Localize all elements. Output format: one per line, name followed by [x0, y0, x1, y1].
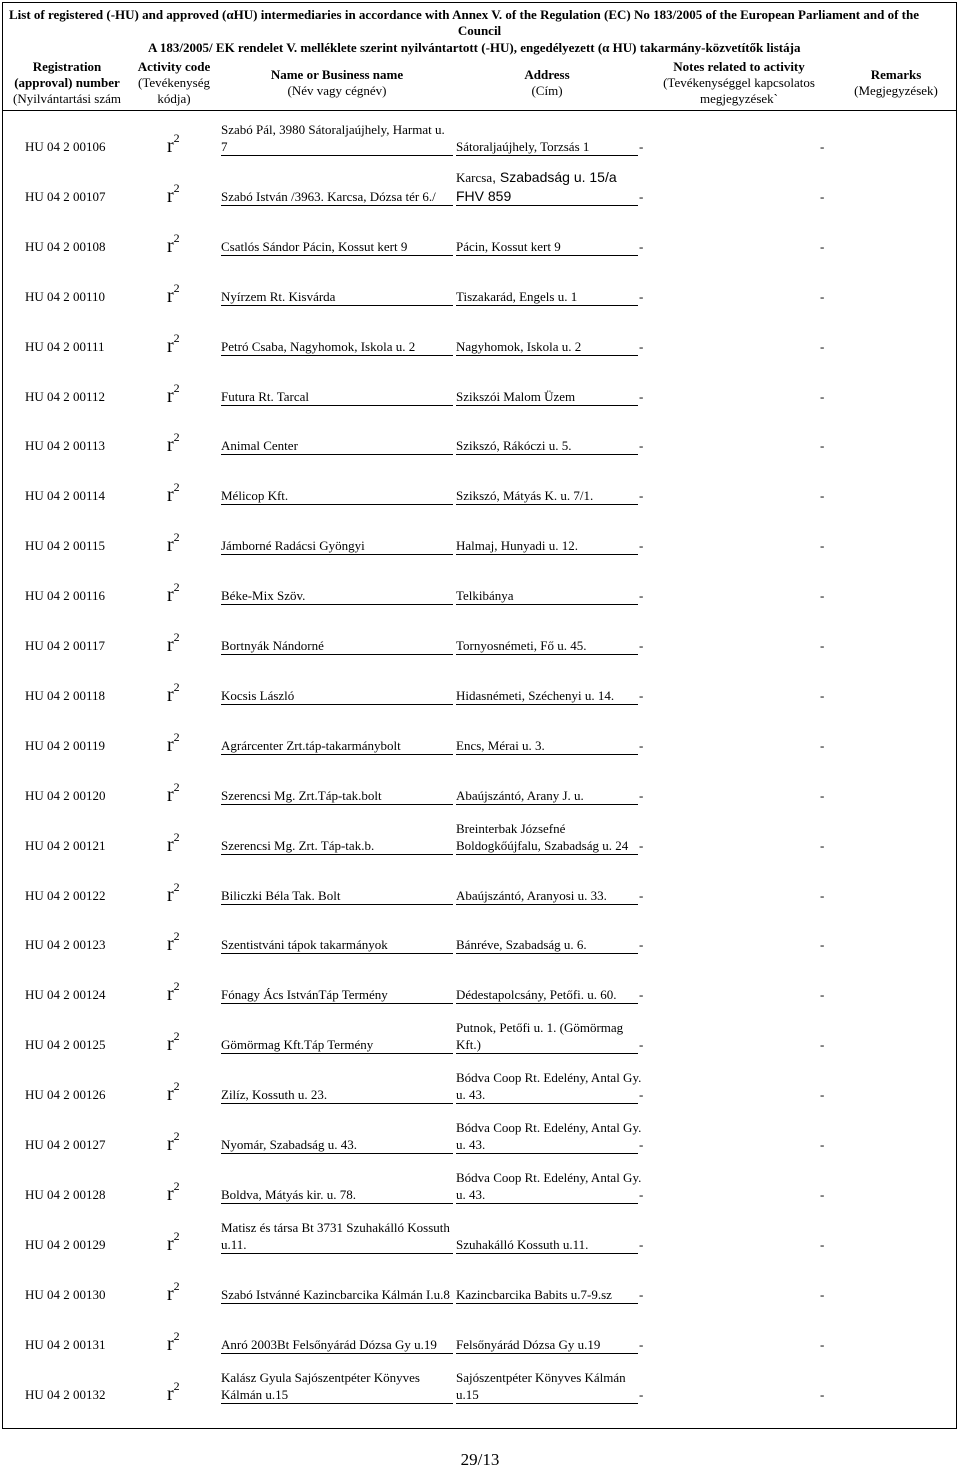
activity-notes: -	[639, 438, 644, 454]
registration-number: HU 04 2 00132	[25, 1386, 106, 1402]
document-page	[2, 2, 957, 1429]
business-name: Szabó Pál, 3980 Sátoraljaújhely, Harmat u. 7	[221, 122, 445, 154]
registration-number: HU 04 2 00129	[25, 1236, 106, 1252]
column-header-name: Name or Business name (Név vagy cégnév)	[270, 67, 404, 98]
registration-number: HU 04 2 00122	[25, 887, 106, 903]
cell-underline	[221, 355, 453, 356]
column-header-registration: Registration (approval) number (Nyilvántartási szám	[13, 59, 121, 106]
activity-code: $r^2$	[167, 879, 180, 906]
remarks: -	[820, 1336, 825, 1352]
address: Encs, Mérai u. 3.	[456, 737, 545, 753]
activity-notes: -	[639, 1087, 644, 1103]
activity-code: $r^2$	[167, 131, 180, 157]
business-name: Matisz és társa Bt 3731 Szuhakálló Kossuth u.11.	[221, 1219, 450, 1252]
business-name: Fónagy Ács IstvánTáp Termény	[221, 987, 388, 1003]
activity-notes: -	[639, 238, 644, 254]
remarks: -	[820, 388, 825, 404]
activity-code: $r^2$	[167, 1228, 180, 1255]
registration-number: HU 04 2 00107	[25, 188, 106, 204]
cell-underline	[456, 1303, 638, 1304]
address: Tornyosnémeti, Fő u. 45.	[456, 638, 587, 653]
business-name: Szerencsi Mg. Zrt.Táp-tak.bolt	[221, 787, 382, 803]
activity-notes: -	[639, 687, 644, 703]
table-row	[3, 905, 956, 955]
table-row	[3, 107, 956, 157]
address: Pácin, Kossut kert 9	[456, 238, 561, 254]
address: Szikszói Malom Üzem	[456, 388, 576, 404]
registration-number: HU 04 2 00110	[25, 288, 106, 304]
activity-notes: -	[639, 937, 644, 953]
activity-notes: -	[639, 737, 644, 753]
activity-notes: -	[639, 887, 644, 903]
business-name: Petró Csaba, Nagyhomok, Iskola u. 2	[221, 338, 416, 354]
remarks: -	[820, 987, 825, 1003]
activity-code: $r^2$	[167, 480, 180, 507]
table-row	[3, 1005, 956, 1055]
cell-underline	[221, 405, 453, 406]
cell-underline	[456, 1153, 638, 1154]
registration-number: HU 04 2 00111	[25, 338, 105, 354]
remarks: -	[820, 1236, 825, 1252]
address: Bódva Coop Rt. Edelény, Antal Gy. u. 43.	[456, 1070, 642, 1103]
cell-underline	[456, 904, 638, 905]
activity-notes: -	[639, 188, 644, 204]
address: Felsőnyárád Dózsa Gy u.19	[456, 1336, 601, 1352]
registration-number: HU 04 2 00119	[25, 737, 106, 753]
address: Szuhakálló Kossuth u.11.	[456, 1236, 589, 1252]
registration-number: HU 04 2 00115	[25, 538, 106, 554]
cell-underline	[456, 1353, 638, 1354]
activity-notes: -	[639, 588, 644, 604]
registration-number: HU 04 2 00121	[25, 837, 106, 853]
activity-code: $r^2$	[167, 979, 180, 1006]
cell-underline	[221, 904, 453, 905]
cell-underline	[221, 454, 453, 455]
activity-code: $r^2$	[167, 1079, 180, 1106]
activity-notes: -	[639, 1336, 644, 1352]
remarks: -	[820, 1037, 825, 1053]
column-header-notes: Notes related to activity (Tevékenységgel kapcsolatos megjegyzések`	[663, 59, 815, 106]
cell-underline	[221, 205, 453, 206]
table-row	[3, 606, 956, 656]
activity-notes: -	[639, 987, 644, 1003]
table-row	[3, 1105, 956, 1155]
activity-code: $r^2$	[167, 630, 180, 656]
cell-underline	[221, 704, 453, 705]
cell-underline	[221, 1253, 453, 1254]
business-name: Bortnyák Nándorné	[221, 638, 324, 653]
cell-underline	[221, 305, 453, 306]
business-name: Mélicop Kft.	[221, 488, 289, 504]
table-row	[3, 157, 956, 207]
address: Abaújszántó, Aranyosi u. 33.	[456, 887, 607, 903]
address: Szikszó, Mátyás K. u. 7/1.	[456, 488, 594, 504]
cell-underline	[456, 355, 638, 356]
registration-number: HU 04 2 00117	[25, 638, 106, 653]
remarks: -	[820, 338, 825, 354]
activity-notes: -	[639, 139, 644, 154]
cell-underline	[221, 1003, 453, 1004]
address: Telkibánya	[456, 588, 514, 604]
remarks: -	[820, 1137, 825, 1152]
table-row	[3, 1205, 956, 1255]
cell-underline	[456, 155, 638, 156]
cell-underline	[221, 754, 453, 755]
address: Hidasnémeti, Széchenyi u. 14.	[456, 687, 615, 703]
business-name: Nyomár, Szabadság u. 43.	[221, 1137, 357, 1152]
business-name: Szerencsi Mg. Zrt. Táp-tak.b.	[221, 837, 375, 853]
business-name: Gömörmag Kft.Táp Termény	[221, 1037, 374, 1053]
remarks: -	[820, 488, 825, 504]
remarks: -	[820, 1286, 825, 1302]
activity-code: $r^2$	[167, 430, 180, 457]
cell-underline	[456, 754, 638, 755]
activity-code: $r^2$	[167, 1178, 180, 1205]
table-row	[3, 1055, 956, 1105]
cell-underline	[221, 604, 453, 605]
activity-notes: -	[639, 787, 644, 803]
remarks: -	[820, 737, 825, 753]
cell-underline	[456, 604, 638, 605]
registration-number: HU 04 2 00124	[25, 987, 106, 1003]
cell-underline	[221, 554, 453, 555]
registration-number: HU 04 2 00131	[25, 1336, 106, 1352]
cell-underline	[221, 1203, 453, 1204]
table-row	[3, 955, 956, 1005]
business-name: Futura Rt. Tarcal	[221, 388, 310, 404]
business-name: Kocsis László	[221, 687, 295, 703]
table-row	[3, 656, 956, 706]
address: Bánréve, Szabadság u. 6.	[456, 937, 587, 953]
activity-code: $r^2$	[167, 829, 180, 856]
activity-code: $r^2$	[167, 679, 180, 706]
remarks: -	[820, 937, 825, 953]
activity-notes: -	[639, 1137, 644, 1152]
business-name: Boldva, Mátyás kir. u. 78.	[221, 1186, 357, 1202]
remarks: -	[820, 288, 825, 304]
cell-underline	[221, 1153, 453, 1154]
activity-code: $r^2$	[167, 380, 180, 407]
activity-notes: -	[639, 338, 644, 354]
column-header-remarks: Remarks (Megjegyzések)	[854, 67, 938, 98]
business-name: Animal Center	[221, 438, 298, 454]
activity-code: $r^2$	[167, 779, 180, 806]
remarks: -	[820, 837, 825, 853]
business-name: Nyírzem Rt. Kisvárda	[221, 288, 336, 304]
business-name: Csatlós Sándor Pácin, Kossut kert 9	[221, 238, 408, 254]
address: Kazincbarcika Babits u.7-9.sz	[456, 1286, 612, 1302]
address: Bódva Coop Rt. Edelény, Antal Gy. u. 43.	[456, 1169, 642, 1202]
cell-underline	[456, 704, 638, 705]
activity-notes: -	[639, 1286, 644, 1302]
business-name: Zilíz, Kossuth u. 23.	[221, 1087, 328, 1103]
remarks: -	[820, 438, 825, 454]
table-row	[3, 706, 956, 756]
registration-number: HU 04 2 00112	[25, 388, 106, 404]
activity-code: $r^2$	[167, 330, 180, 357]
cell-underline	[221, 1353, 453, 1354]
activity-code: $r^2$	[167, 1328, 180, 1355]
cell-underline	[456, 1003, 638, 1004]
registration-number: HU 04 2 00108	[25, 238, 106, 254]
registration-number: HU 04 2 00125	[25, 1037, 106, 1053]
title-english: List of registered (-HU) and approved (αHU) intermediaries in accordance with Annex V. of the Regulation (EC) No 183/2005 of the European Parliament and of the	[9, 7, 919, 22]
table-row	[3, 756, 956, 806]
cell-underline	[221, 504, 453, 505]
cell-underline	[456, 804, 638, 805]
address: Dédestapolcsány, Petőfi. u. 60.	[456, 987, 617, 1003]
activity-code: $r^2$	[167, 230, 180, 257]
remarks: -	[820, 238, 825, 254]
remarks: -	[820, 887, 825, 903]
activity-code: $r^2$	[167, 929, 180, 956]
address: Nagyhomok, Iskola u. 2	[456, 338, 582, 354]
cell-underline	[456, 205, 638, 206]
address: Karcsa, Szabadság u. 15/a FHV 859	[456, 168, 617, 204]
column-header-address: Address (Cím)	[524, 67, 570, 98]
business-name: Kalász Gyula Sajószentpéter Könyves Kálmán u.15	[221, 1369, 420, 1402]
registration-number: HU 04 2 00130	[25, 1286, 106, 1302]
table-row	[3, 307, 956, 357]
cell-underline	[456, 255, 638, 256]
cell-underline	[221, 854, 453, 855]
table-row	[3, 207, 956, 257]
page-number: 29/13	[460, 1450, 500, 1469]
business-name: Szabó Istvánné Kazincbarcika Kálmán I.u.8	[221, 1286, 450, 1302]
table-row	[3, 456, 956, 506]
address: Tiszakarád, Engels u. 1	[456, 288, 578, 304]
cell-underline	[221, 1303, 453, 1304]
business-name: Szabó István /3963. Karcsa, Dózsa tér 6./	[221, 188, 436, 204]
cell-underline	[456, 1103, 638, 1104]
activity-notes: -	[639, 1186, 644, 1202]
cell-underline	[456, 504, 638, 505]
activity-code: $r^2$	[167, 1029, 180, 1056]
address: Sátoraljaújhely, Torzsás 1	[456, 139, 590, 154]
registration-number: HU 04 2 00106	[25, 139, 106, 154]
table-row	[3, 257, 956, 307]
cell-underline	[456, 305, 638, 306]
cell-underline	[221, 255, 453, 256]
title-hungarian: A 183/2005/ EK rendelet V. melléklete szerint nyilvántartott (-HU), engedélyezett (α HU) takarmány-közvetítők listája	[148, 40, 801, 55]
registration-number: HU 04 2 00114	[25, 488, 106, 504]
table-row	[3, 1155, 956, 1205]
cell-underline	[221, 654, 453, 655]
table-row	[3, 406, 956, 456]
activity-code: $r^2$	[167, 580, 180, 607]
registration-number: HU 04 2 00127	[25, 1137, 106, 1152]
table-row	[3, 856, 956, 906]
remarks: -	[820, 687, 825, 703]
activity-notes: -	[639, 837, 644, 853]
address: Halmaj, Hunyadi u. 12.	[456, 538, 579, 554]
cell-underline	[456, 654, 638, 655]
cell-underline	[456, 1053, 638, 1054]
cell-underline	[456, 953, 638, 954]
cell-underline	[221, 1103, 453, 1104]
activity-notes: -	[639, 288, 644, 304]
address: Abaújszántó, Arany J. u.	[456, 787, 584, 803]
activity-code: $r^2$	[167, 729, 180, 756]
activity-code: $r^2$	[167, 530, 180, 557]
address: Sajószentpéter Könyves Kálmán u.15	[456, 1369, 626, 1402]
cell-underline	[221, 155, 453, 156]
table-row	[3, 806, 956, 856]
registration-number: HU 04 2 00118	[25, 687, 106, 703]
remarks: -	[820, 538, 825, 554]
business-name: Szentistváni tápok takarmányok	[221, 937, 388, 953]
cell-underline	[221, 1403, 453, 1404]
activity-code: $r^2$	[167, 280, 180, 307]
table-row	[3, 506, 956, 556]
activity-code: $r^2$	[167, 1278, 180, 1305]
cell-underline	[456, 1403, 638, 1404]
registration-number: HU 04 2 00128	[25, 1186, 106, 1202]
cell-underline	[456, 854, 638, 855]
cell-underline	[221, 1053, 453, 1054]
cell-underline	[456, 405, 638, 406]
cell-underline	[221, 804, 453, 805]
activity-notes: -	[639, 1386, 644, 1402]
remarks: -	[820, 787, 825, 803]
activity-notes: -	[639, 1236, 644, 1252]
remarks: -	[820, 1087, 825, 1103]
registration-number: HU 04 2 00123	[25, 937, 106, 953]
activity-code: $r^2$	[167, 180, 180, 207]
address: Szikszó, Rákóczi u. 5.	[456, 438, 572, 454]
table-row	[3, 1305, 956, 1355]
cell-underline	[456, 454, 638, 455]
activity-notes: -	[639, 538, 644, 554]
business-name: Biliczki Béla Tak. Bolt	[221, 887, 341, 903]
cell-underline	[456, 1203, 638, 1204]
business-name: Anró 2003Bt Felsőnyárád Dózsa Gy u.19	[221, 1336, 437, 1352]
remarks: -	[820, 1386, 825, 1402]
business-name: Jámborné Radácsi Gyöngyi	[221, 538, 365, 554]
table-row	[3, 556, 956, 606]
address: Putnok, Petőfi u. 1. (Gömörmag Kft.)	[456, 1020, 624, 1053]
cell-underline	[456, 1253, 638, 1254]
activity-notes: -	[639, 638, 644, 653]
registration-number: HU 04 2 00126	[25, 1087, 106, 1103]
table-row	[3, 1255, 956, 1305]
activity-code: $r^2$	[167, 1378, 180, 1405]
remarks: -	[820, 638, 825, 653]
registration-number: HU 04 2 00120	[25, 787, 106, 803]
table-row	[3, 357, 956, 407]
activity-notes: -	[639, 488, 644, 504]
cell-underline	[221, 953, 453, 954]
column-header-activity-code: Activity code (Tevékenység kódja)	[137, 59, 211, 106]
registration-number: HU 04 2 00113	[25, 438, 106, 454]
address: Breinterbak Józsefné Boldogkőújfalu, Szabadság u. 24	[456, 820, 629, 853]
business-name: Agrárcenter Zrt.táp-takarmánybolt	[221, 737, 401, 753]
address: Bódva Coop Rt. Edelény, Antal Gy. u. 43.	[456, 1120, 642, 1152]
remarks: -	[820, 188, 825, 204]
activity-notes: -	[639, 1037, 644, 1053]
cell-underline	[456, 554, 638, 555]
title-english-continued: Council	[457, 23, 502, 38]
business-name: Béke-Mix Szöv.	[221, 588, 306, 604]
remarks: -	[820, 1186, 825, 1202]
remarks: -	[820, 588, 825, 604]
table-row	[3, 1355, 956, 1405]
registration-number: HU 04 2 00116	[25, 588, 106, 604]
activity-code: $r^2$	[167, 1129, 180, 1155]
activity-notes: -	[639, 388, 644, 404]
remarks: -	[820, 139, 825, 154]
